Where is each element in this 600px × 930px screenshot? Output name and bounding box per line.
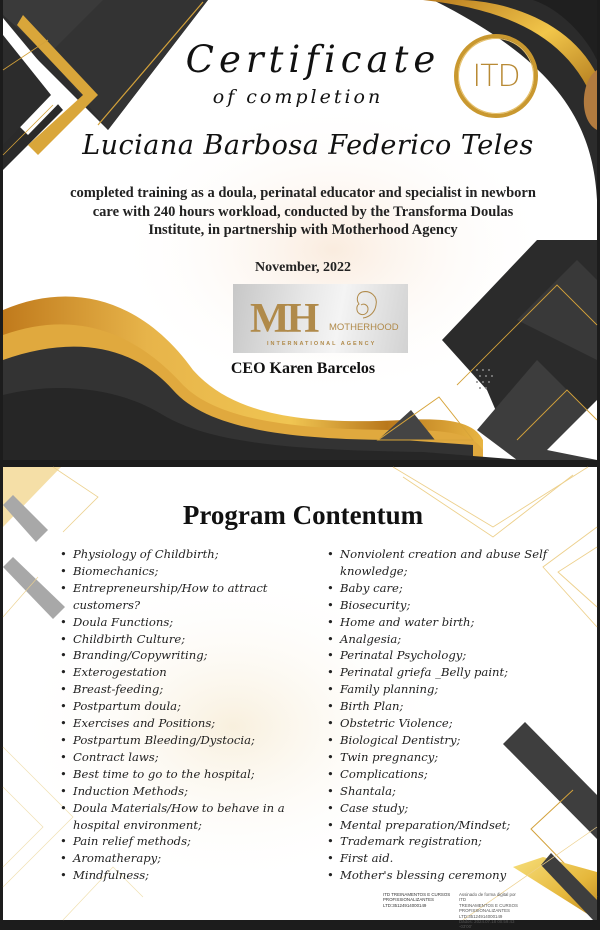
program-topic: • Perinatal Psychology; [325,647,560,664]
program-topic: • Biomechanics; [58,563,313,580]
program-topic: • Doula Materials/How to behave in a hospital environment; [58,800,313,834]
program-topic: • Childbirth Culture; [58,631,313,648]
program-topic: • Family planning; [325,681,560,698]
program-topic: • Birth Plan; [325,698,560,715]
mh-logo-letters: MH [250,296,317,342]
program-topics-left [58,546,313,884]
signature-line: Assinado de forma digital por ITD [459,892,516,903]
mh-logo-tagline: INTERNATIONAL AGENCY [267,341,377,347]
digital-signature-signer [383,892,453,908]
signature-line: ITD TREINAMENTOS E CURSOS [383,892,451,897]
bottom-right-geometric-decoration [437,240,597,460]
program-topic: • Mental preparation/Mindset; [325,817,560,834]
itd-logo-text: ITD [472,58,520,94]
program-topic: • Complications; [325,766,560,783]
program-topic: • Contract laws; [58,749,313,766]
signature-line: Dados: 2024.07.18 00:59:43 -03'00' [459,919,515,930]
program-topic: • Postpartum doula; [58,698,313,715]
certificate-subtitle: of completion [212,86,384,108]
recipient-name: Luciana Barbosa Federico Teles [82,130,534,161]
program-topic: • Pain relief methods; [58,833,313,850]
program-topic: • Postpartum Bleeding/Dystocia; [58,732,313,749]
digital-signature-details [459,892,519,930]
program-topic: • Doula Functions; [58,614,313,631]
program-topic: • Mother's blessing ceremony [325,867,560,884]
program-topic: • Twin pregnancy; [325,749,560,766]
signature-line: LTD:35124914000149 [383,902,427,908]
program-page [3,467,597,930]
mother-baby-icon [348,290,382,320]
certificate-description: completed training as a doula, perinatal educator and specialist in newborn care with 240 hours workload, conducted by the Transforma Doulas Institute, in partnership with Motherhood Agency [70,185,536,238]
signatory-name: CEO Karen Barcelos [230,360,376,377]
program-topic: • Home and water birth; [325,614,560,631]
program-topic: • Perinatal griefa _Belly paint; [325,664,560,681]
program-topic: • Branding/Copywriting; [58,647,313,664]
program-topic: • Induction Methods; [58,783,313,800]
itd-logo [454,34,538,118]
program-topic: • Entrepreneurship/How to attract customers? [58,580,313,614]
certificate-date: November, 2022 [255,260,351,275]
program-topics-right [325,546,560,884]
program-topic: • Biosecurity; [325,597,560,614]
program-topic: • Trademark registration; [325,833,560,850]
program-topic: • Exterogestation [58,664,313,681]
program-topic: • Physiology of Childbirth; [58,546,313,563]
certificate-page [3,0,597,460]
program-topic: • Case study; [325,800,560,817]
program-topic: • Aromatherapy; [58,850,313,867]
program-topic: • Biological Dentistry; [325,732,560,749]
motherhood-agency-logo [233,284,408,353]
program-title: Program Contentum [182,500,424,530]
signature-line: PROFISSIONALIZANTES LTD:35124914000149 [459,908,510,919]
certificate-title: Certificate [185,38,441,81]
program-topic: • Nonviolent creation and abuse Self knowledge; [325,546,560,580]
mh-logo-name: MOTHERHOOD [329,322,399,333]
signature-line: TREINAMENTOS E CURSOS [459,902,518,908]
signature-line: PROFISSIONALIZANTES [383,897,434,903]
program-topic: • Analgesia; [325,631,560,648]
program-topic: • First aid. [325,850,560,867]
program-topic: • Obstetric Violence; [325,715,560,732]
program-topic: • Shantala; [325,783,560,800]
program-topic: • Best time to go to the hospital; [58,766,313,783]
program-topic: • Mindfulness; [58,867,313,884]
program-topic: • Exercises and Positions; [58,715,313,732]
program-topic: • Baby care; [325,580,560,597]
program-topic: • Breast-feeding; [58,681,313,698]
